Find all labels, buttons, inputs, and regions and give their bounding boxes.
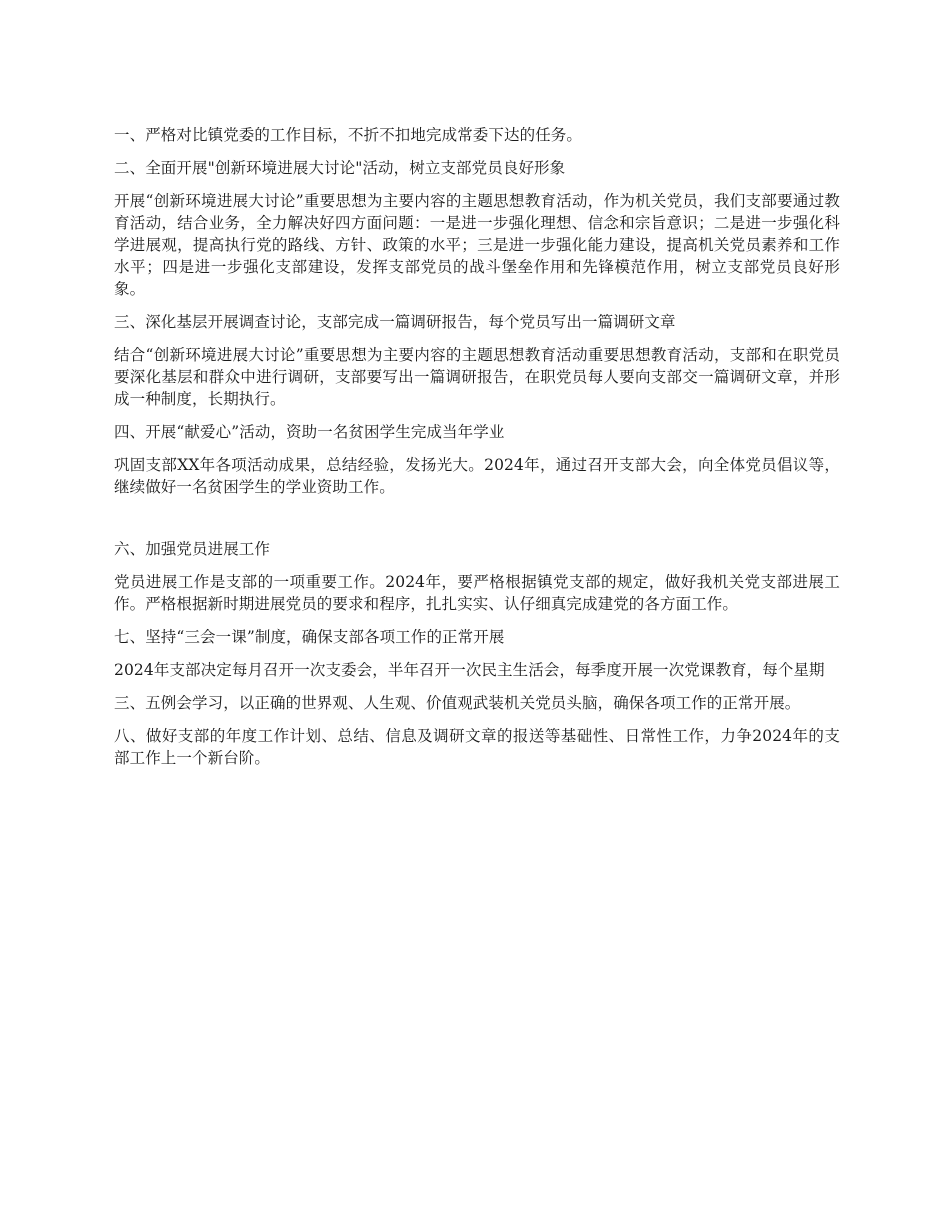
paragraph-creative-discussion: 开展“创新环境进展大讨论”重要思想为主要内容的主题思想教育活动，作为机关党员，我们支部要通过教育活动，结合业务，全力解决好四方面问题：一是进一步强化理想、信念和宗旨意识；二是进一步强化科学进展观，提高执行党的路线、方针、政策的水平；三是进一步强化能力建设，提高机关党员素养和工作水平；四是进一步强化支部建设，发挥支部党员的战斗堡垒作用和先锋模范作用，树立支部党员良好形象。 bbox=[114, 192, 840, 298]
document-body bbox=[114, 124, 840, 780]
paragraph-item-2: 二、全面开展"创新环境进展大讨论"活动，树立支部党员良好形象 bbox=[114, 159, 566, 177]
paragraph-weekly-study: 三、五例会学习，以正确的世界观、人生观、价值观武装机关党员头脑，确保各项工作的正常开展。 bbox=[114, 694, 801, 712]
paragraph-item-8: 八、做好支部的年度工作计划、总结、信息及调研文章的报送等基础性、日常性工作，力争2024年的支部工作上一个新台阶。 bbox=[114, 727, 840, 767]
paragraph-item-4: 四、开展“献爱心”活动，资助一名贫困学生完成当年学业 bbox=[114, 423, 505, 441]
paragraph-member-development: 党员进展工作是支部的一项重要工作。2024年，要严格根据镇党支部的规定，做好我机关党支部进展工作。严格根据新时期进展党员的要求和程序，扎扎实实、认仔细真完成建党的各方面工作。 bbox=[114, 573, 840, 613]
paragraph-item-6: 六、加强党员进展工作 bbox=[114, 540, 271, 558]
paragraph-item-3: 三、深化基层开展调查讨论，支部完成一篇调研报告，每个党员写出一篇调研文章 bbox=[114, 313, 676, 331]
paragraph-meeting-schedule: 2024年支部决定每月召开一次支委会，半年召开一次民主生活会，每季度开展一次党课教育，每个星期 bbox=[114, 661, 825, 679]
paragraph-item-7: 七、坚持“三会一课”制度，确保支部各项工作的正常开展 bbox=[114, 628, 505, 646]
paragraph-research: 结合“创新环境进展大讨论”重要思想为主要内容的主题思想教育活动重要思想教育活动，支部和在职党员要深化基层和群众中进行调研，支部要写出一篇调研报告，在职党员每人要向支部交一篇调研文章，并形成一种制度，长期执行。 bbox=[114, 346, 840, 408]
paragraph-item-1: 一、严格对比镇党委的工作目标，不折不扣地完成常委下达的任务。 bbox=[114, 126, 583, 144]
paragraph-student-aid: 巩固支部XX年各项活动成果，总结经验，发扬光大。2024年，通过召开支部大会，向全体党员倡议等，继续做好一名贫困学生的学业资助工作。 bbox=[114, 456, 840, 496]
